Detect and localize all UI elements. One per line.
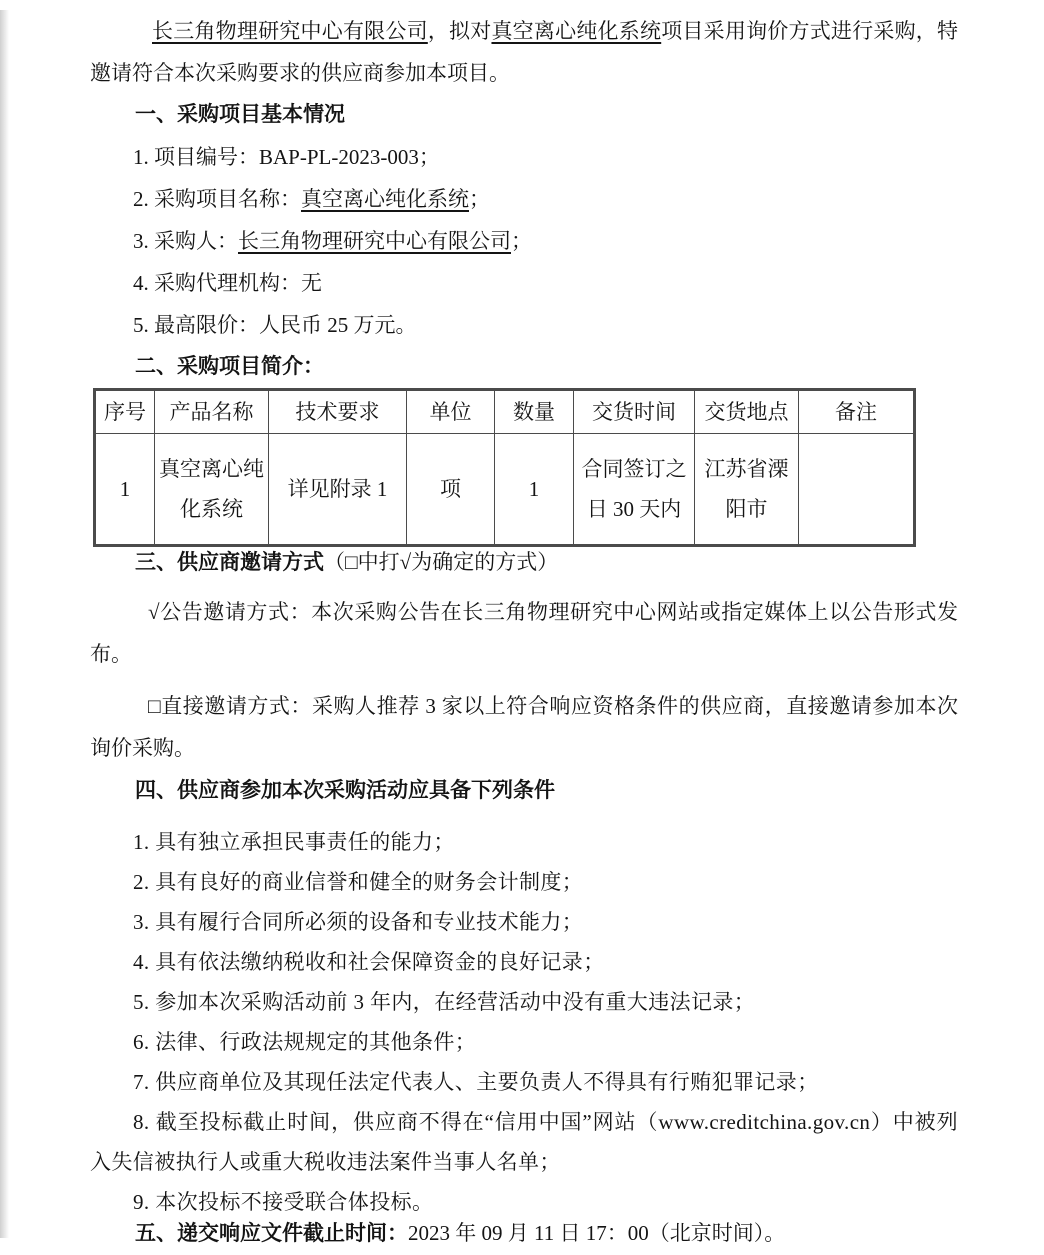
- condition-item-8: 8. 截至投标截止时间，供应商不得在“信用中国”网站（www.creditchina.gov.cn）中被列入失信被执行人或重大税收违法案件当事人名单；: [90, 1110, 958, 1174]
- document-content: [0, 10, 1044, 1255]
- project-name-item: [90, 178, 958, 220]
- table-header-row: [95, 390, 915, 434]
- cell-product: 真空离心纯化系统: [155, 434, 269, 546]
- table-header-product: 产品名称: [155, 390, 269, 434]
- cell-qty: 1: [495, 434, 574, 546]
- condition-item-9: 9. 本次投标不接受联合体投标。: [133, 1190, 434, 1214]
- condition-item-7: 7. 供应商单位及其现任法定代表人、主要负责人不得具有行贿犯罪记录；: [133, 1070, 819, 1094]
- deadline-line: [90, 1212, 958, 1255]
- cell-delivery-place: 江苏省溧阳市: [695, 434, 799, 546]
- cell-index: 1: [95, 434, 155, 546]
- project-name-label: 2. 采购项目名称：: [133, 187, 301, 211]
- project-name-underlined: 真空离心纯化系统: [491, 19, 662, 43]
- supplier-conditions-list: [90, 822, 958, 1222]
- intro-paragraph: [90, 10, 958, 94]
- section-3-heading-note: （□中打√为确定的方式）: [324, 550, 559, 574]
- table-header-delivery-place: 交货地点: [695, 390, 799, 434]
- section-3-heading-bold: 三、供应商邀请方式: [135, 551, 324, 574]
- condition-item-4: 4. 具有依法缴纳税收和社会保障资金的良好记录；: [133, 950, 605, 974]
- cell-remarks: [799, 434, 915, 546]
- condition-item-6: 6. 法律、行政法规规定的其他条件；: [133, 1030, 477, 1054]
- condition-item-1: 1. 具有独立承担民事责任的能力；: [133, 830, 455, 854]
- section-2-heading: 二、采购项目简介：: [135, 355, 324, 378]
- table-row: [95, 434, 915, 546]
- intro-text-1: ，拟对: [427, 19, 492, 43]
- section-1-heading: 一、采购项目基本情况: [135, 103, 345, 126]
- announce-invite-paragraph: [90, 591, 958, 675]
- deadline-value: 2023 年 09 月 11 日 17：00（北京时间）。: [408, 1221, 786, 1245]
- section-4-heading: 四、供应商参加本次采购活动应具备下列条件: [135, 779, 555, 802]
- purchaser-value-underlined: 长三角物理研究中心有限公司: [238, 229, 511, 253]
- cell-delivery-time: 合同签订之日 30 天内: [574, 434, 695, 546]
- table-header-qty: 数量: [495, 390, 574, 434]
- purchaser-item: [90, 220, 958, 262]
- condition-item-3: 3. 具有履行合同所必须的设备和专业技术能力；: [133, 910, 584, 934]
- cell-tech: 详见附录 1: [269, 434, 407, 546]
- products-table: [93, 388, 916, 547]
- table-header-delivery-time: 交货时间: [574, 390, 695, 434]
- deadline-label: 五、递交响应文件截止时间：: [135, 1222, 408, 1245]
- document-page: [0, 10, 1044, 1245]
- announce-invite-text: 公告邀请方式：本次采购公告在长三角物理研究中心网站或指定媒体上以公告形式发布。: [90, 600, 958, 666]
- agency-item: 4. 采购代理机构：无: [133, 271, 322, 295]
- project-number-item: 1. 项目编号：BAP-PL-2023-003；: [133, 145, 440, 169]
- table-header-index: 序号: [95, 390, 155, 434]
- condition-item-2: 2. 具有良好的商业信誉和健全的财务会计制度；: [133, 870, 584, 894]
- table-header-unit: 单位: [407, 390, 495, 434]
- direct-invite-text: 直接邀请方式：采购人推荐 3 家以上符合响应资格条件的供应商，直接邀请参加本次询价采购。: [90, 694, 958, 760]
- intro-text-2: 项目采用询价方式进行采购，特邀请符合本次采购要求的供应商参加本项目。: [90, 19, 959, 85]
- buyer-name-underlined: 长三角物理研究中心有限公司: [152, 19, 428, 43]
- purchaser-label: 3. 采购人：: [133, 229, 238, 253]
- table-header-remarks: 备注: [799, 390, 915, 434]
- checkmark-icon: √: [148, 600, 160, 624]
- table-header-tech: 技术要求: [269, 390, 407, 434]
- project-name-tail: ；: [469, 187, 490, 211]
- price-limit-item: 5. 最高限价：人民币 25 万元。: [133, 313, 417, 337]
- checkbox-icon: □: [148, 694, 162, 718]
- section-3-heading: [90, 541, 958, 584]
- project-name-value-underlined: 真空离心纯化系统: [301, 187, 469, 211]
- cell-unit: 项: [407, 434, 495, 546]
- direct-invite-paragraph: [90, 685, 958, 769]
- condition-item-5: 5. 参加本次采购活动前 3 年内，在经营活动中没有重大违法记录；: [133, 990, 756, 1014]
- purchaser-tail: ；: [511, 229, 532, 253]
